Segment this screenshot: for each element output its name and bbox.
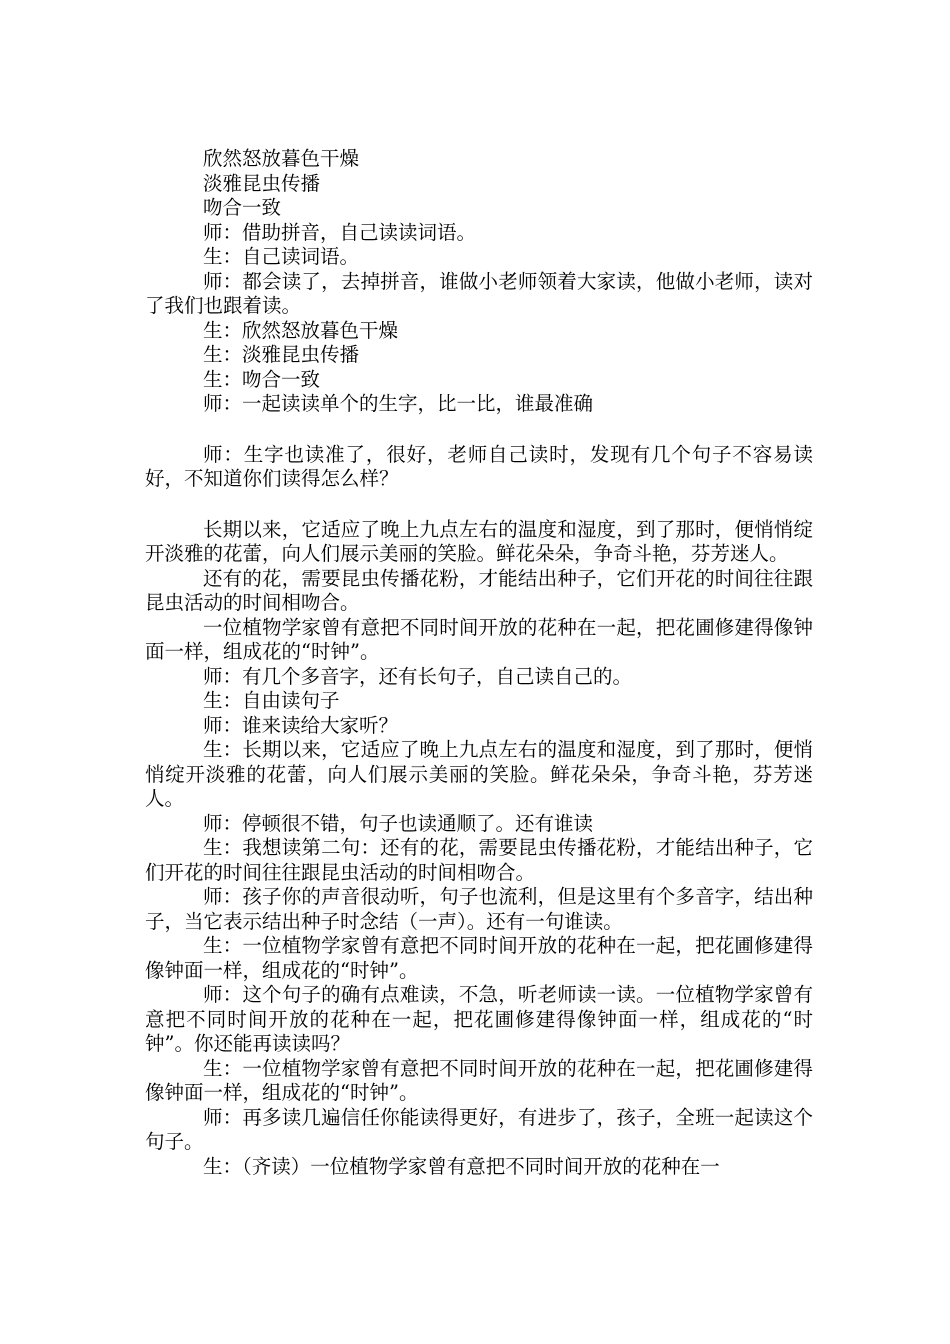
paragraph-teacher-sentences-intro: 师：生字也读准了，很好，老师自己读时，发现有几个句子不容易读好，不知道你们读得怎么样？ bbox=[145, 442, 813, 490]
paragraph-teacher-who-reads: 师：谁来读给大家听？ bbox=[203, 713, 399, 737]
paragraph-student-reads-1: 生：长期以来，它适应了晚上九点左右的温度和湿度，到了那时，便悄悄绽开淡雅的花蕾，向人们展示美丽的笑脸。鲜花朵朵，争奇斗艳，芬芳迷人。 bbox=[145, 738, 813, 810]
paragraph-student-vocab-2: 生：淡雅昆虫传播 bbox=[203, 343, 360, 366]
paragraph-student-vocab-1: 生：欣然怒放暮色干燥 bbox=[203, 318, 399, 342]
paragraph-student-reads-2: 生：我想读第二句：还有的花，需要昆虫传播花粉，才能结出种子，它们开花的时间往往跟昆虫活动的时间相吻合。 bbox=[145, 836, 813, 884]
paragraph-student-rereads: 生：一位植物学家曾有意把不同时间开放的花种在一起，把花圃修建得像钟面一样，组成花的“时钟”。 bbox=[145, 1056, 813, 1104]
paragraph-teacher-single-chars: 师：一起读读单个的生字，比一比，谁最准确 bbox=[203, 392, 594, 415]
blank-line bbox=[145, 417, 813, 443]
paragraph-vocab-3: 吻合一致 bbox=[203, 196, 282, 219]
paragraph-teacher-polyphones: 师：有几个多音字，还有长句子，自己读自己的。 bbox=[203, 664, 633, 688]
paragraph-teacher-model-read: 师：这个句子的确有点难读，不急，听老师读一读。一位植物学家曾有意把不同时间开放的花种在一起，把花圃修建得像钟面一样，组成花的“时钟”。你还能再读读吗？ bbox=[145, 983, 813, 1055]
document-body bbox=[145, 147, 813, 1179]
paragraph-text-sentence-2: 还有的花，需要昆虫传播花粉，才能结出种子，它们开花的时间往往跟昆虫活动的时间相吻合。 bbox=[145, 566, 813, 614]
paragraph-text-sentence-1: 长期以来，它适应了晚上九点左右的温度和湿度，到了那时，便悄悄绽开淡雅的花蕾，向人们展示美丽的笑脸。鲜花朵朵，争奇斗艳，芬芳迷人。 bbox=[145, 517, 813, 565]
paragraph-student-vocab-3: 生：吻合一致 bbox=[203, 367, 321, 391]
paragraph-class-reads: 生：（齐读）一位植物学家曾有意把不同时间开放的花种在一 bbox=[203, 1154, 720, 1178]
paragraph-teacher-class-read: 师：再多读几遍信任你能读得更好，有进步了，孩子，全班一起读这个句子。 bbox=[145, 1105, 813, 1153]
blank-line bbox=[145, 492, 813, 518]
paragraph-teacher-feedback-2: 师：孩子你的声音很动听，句子也流利，但是这里有个多音字，结出种子，当它表示结出种子时念结（一声）。还有一句谁读。 bbox=[145, 885, 813, 933]
paragraph-student-read-words: 生：自己读词语。 bbox=[203, 245, 360, 268]
paragraph-vocab-2: 淡雅昆虫传播 bbox=[203, 171, 321, 195]
paragraph-student-free-read: 生：自由读句子 bbox=[203, 689, 340, 712]
paragraph-text-sentence-3: 一位植物学家曾有意把不同时间开放的花种在一起，把花圃修建得像钟面一样，组成花的“时钟”。 bbox=[145, 615, 813, 663]
paragraph-teacher-little-teacher: 师：都会读了，去掉拼音，谁做小老师领着大家读，他做小老师，读对了我们也跟着读。 bbox=[145, 269, 813, 317]
paragraph-teacher-feedback-1: 师：停顿很不错，句子也读通顺了。还有谁读 bbox=[203, 811, 594, 835]
paragraph-student-reads-3: 生：一位植物学家曾有意把不同时间开放的花种在一起，把花圃修建得像钟面一样，组成花的“时钟”。 bbox=[145, 934, 813, 982]
paragraph-teacher-pinyin: 师：借助拼音，自己读读词语。 bbox=[203, 220, 477, 244]
paragraph-vocab-1: 欣然怒放暮色干燥 bbox=[203, 147, 360, 170]
